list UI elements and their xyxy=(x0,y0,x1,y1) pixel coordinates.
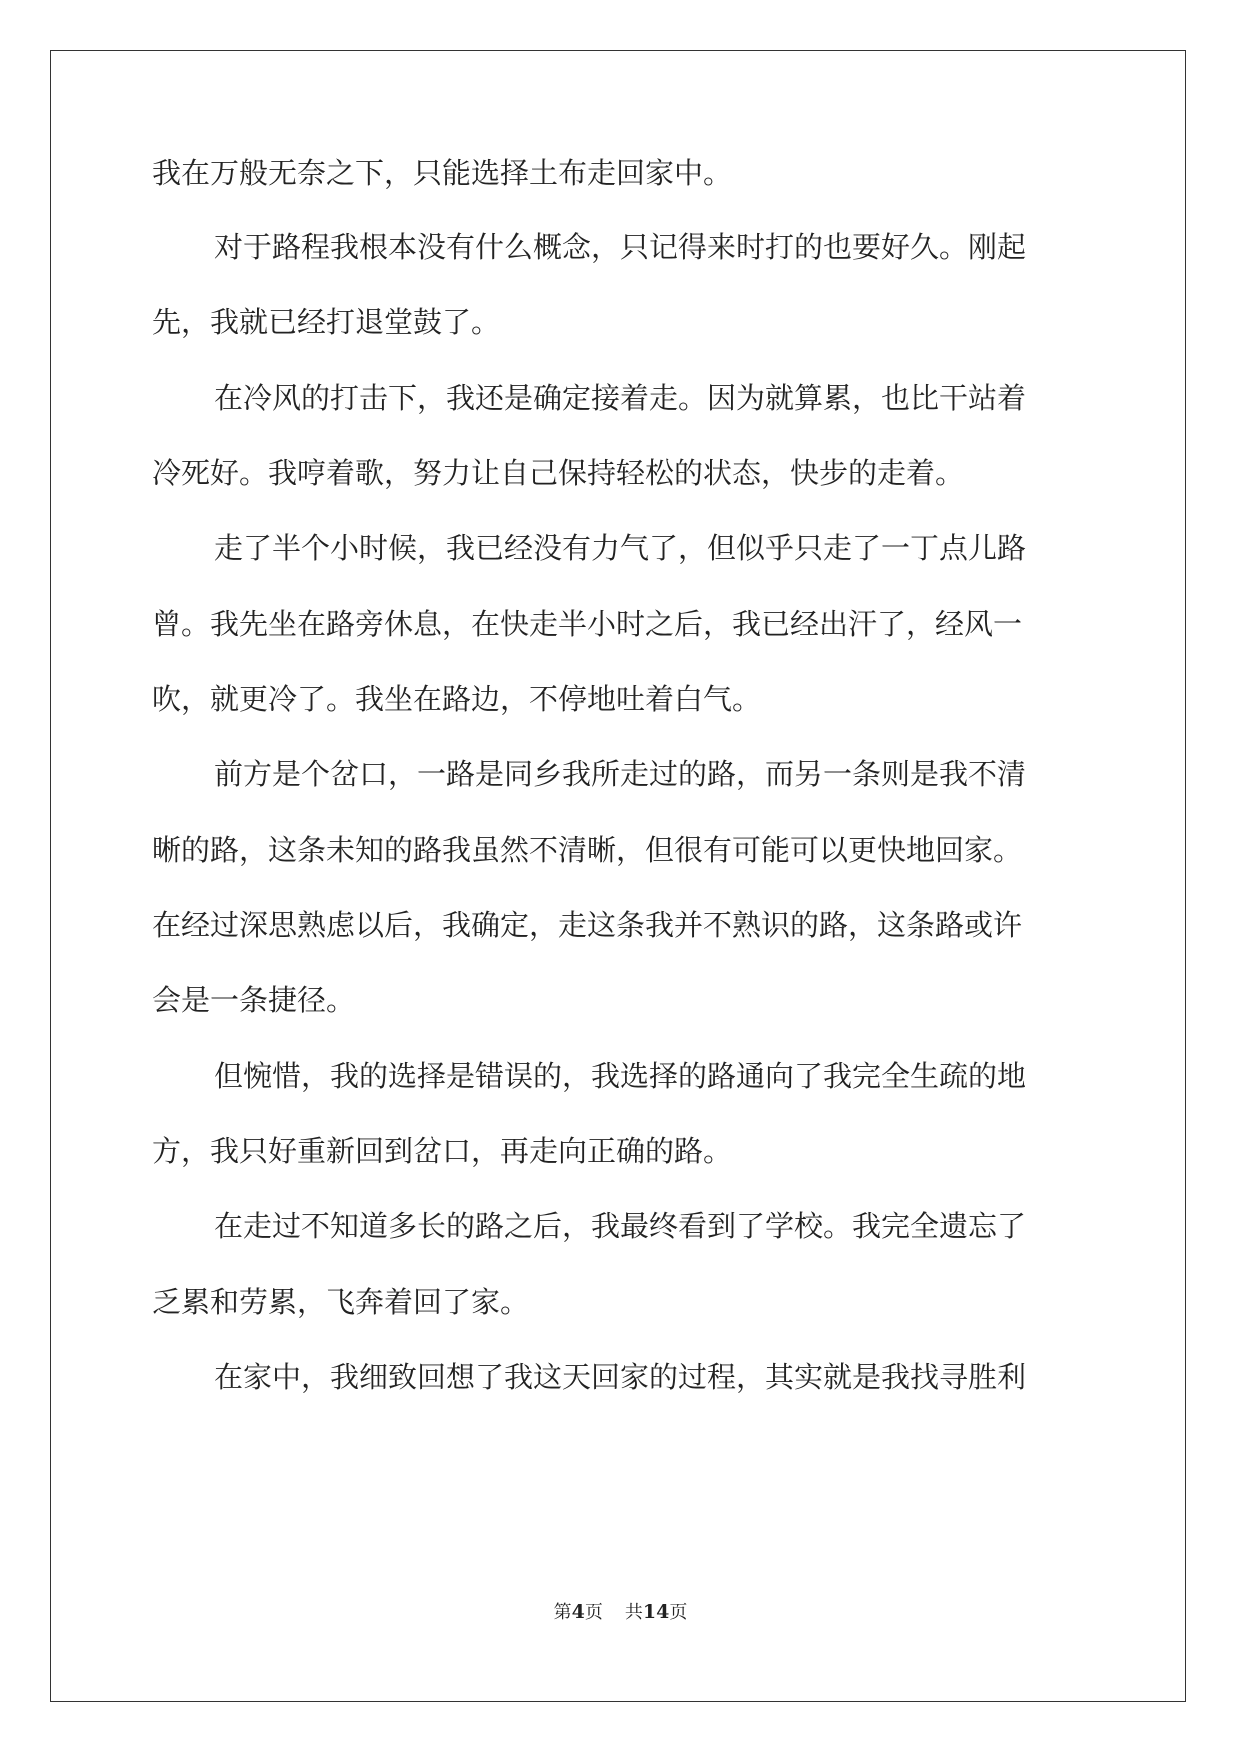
text-line: 冷死好。我哼着歌，努力让自己保持轻松的状态，快步的走着。 xyxy=(152,456,965,490)
total-prefix: 共 xyxy=(624,1602,643,1623)
text-line: 晰的路，这条未知的路我虽然不清晰，但很有可能可以更快地回家。 xyxy=(152,833,1023,867)
page-border xyxy=(50,50,1186,1702)
text-line: 方，我只好重新回到岔口，再走向正确的路。 xyxy=(152,1134,733,1168)
page-prefix: 第 xyxy=(553,1602,572,1623)
paragraph-start-line: 走了半个小时候，我已经没有力气了，但似乎只走了一丁点儿路 xyxy=(214,531,1027,565)
paragraph-start-line: 在冷风的打击下，我还是确定接着走。因为就算累，也比干站着 xyxy=(214,381,1027,415)
paragraph-start-line: 前方是个岔口，一路是同乡我所走过的路，而另一条则是我不清 xyxy=(214,757,1027,791)
text-line: 先，我就已经打退堂鼓了。 xyxy=(152,305,501,339)
text-line: 在经过深思熟虑以后，我确定，走这条我并不熟识的路，这条路或许 xyxy=(152,908,1023,942)
text-line: 曾。我先坐在路旁休息，在快走半小时之后，我已经出汗了，经风一 xyxy=(152,607,1023,641)
text-line: 吹，就更冷了。我坐在路边，不停地吐着白气。 xyxy=(152,682,762,716)
page-number: 4 xyxy=(571,1601,585,1623)
text-line: 我在万般无奈之下，只能选择土布走回家中。 xyxy=(152,156,733,190)
paragraph-start-line: 在家中，我细致回想了我这天回家的过程，其实就是我找寻胜利 xyxy=(214,1360,1027,1394)
text-line: 会是一条捷径。 xyxy=(152,983,356,1017)
paragraph-start-line: 对于路程我根本没有什么概念，只记得来时打的也要好久。刚起 xyxy=(214,230,1027,264)
page-suffix: 页 xyxy=(584,1602,603,1623)
paragraph-start-line: 在走过不知道多长的路之后，我最终看到了学校。我完全遗忘了 xyxy=(214,1209,1027,1243)
total-suffix: 页 xyxy=(669,1602,688,1623)
paragraph-start-line: 但惋惜，我的选择是错误的，我选择的路通向了我完全生疏的地 xyxy=(214,1059,1027,1093)
page-footer xyxy=(0,1600,1241,1625)
total-pages: 14 xyxy=(642,1601,670,1623)
text-line: 乏累和劳累，飞奔着回了家。 xyxy=(152,1285,530,1319)
